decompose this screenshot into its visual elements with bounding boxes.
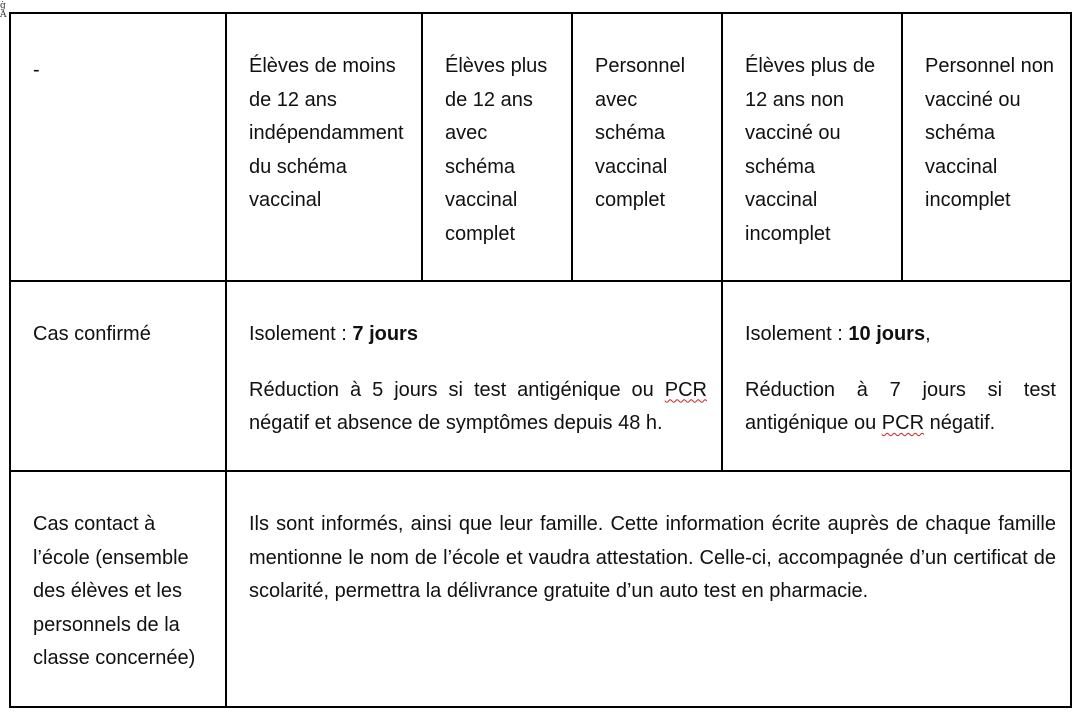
header-cell-students-over-12-unvaccinated (722, 13, 902, 281)
pcr-term: PCR (664, 378, 707, 401)
header-text-students-over-12-unvaccinated: Élèves plus de 12 ans non vacciné ou schéma vaccinal incomplet (745, 55, 876, 245)
reduction-5-days (249, 374, 707, 441)
header-cell-staff-vaccinated (572, 13, 722, 281)
header-cell-staff-unvaccinated (902, 13, 1071, 281)
reduction-7-days (745, 374, 1056, 441)
header-text-staff-unvaccinated: Personnel non vacciné ou schéma vaccinal incomplet (925, 55, 1054, 212)
header-cell-empty (10, 13, 226, 281)
contact-case-text-cell (226, 471, 1071, 707)
isolation-duration-7: 7 jours (352, 323, 418, 345)
reduction-text-end: négatif. (924, 412, 996, 435)
confirmed-case-label-cell (10, 281, 226, 471)
confirmed-case-row (10, 281, 1071, 471)
isolation-prefix: Isolement : (249, 323, 353, 345)
reduction-text-end: négatif et absence de symptômes depuis 48 h. (249, 412, 663, 435)
contact-case-label: Cas contact à l’école (ensemble des élèves et les personnels de la classe concernée) (33, 513, 196, 670)
isolation-7-days (249, 318, 707, 352)
header-cell-students-under-12 (226, 13, 422, 281)
isolation-duration-10: 10 jours (848, 323, 926, 345)
reduction-text-start: Réduction à 5 jours si test antigénique ou (249, 378, 665, 401)
corner-mark-text: ġ A (0, 1, 7, 20)
contact-case-row (10, 471, 1071, 707)
confirmed-case-unvaccinated-cell (722, 281, 1071, 471)
confirmed-case-label: Cas confirmé (33, 323, 151, 345)
header-row (10, 13, 1071, 281)
header-cell-students-over-12-vaccinated (422, 13, 572, 281)
contact-case-text: Ils sont informés, ainsi que leur famille. Cette information écrite auprès de chaque famille mentionne le nom de l’école et vaudra attestation. Celle-ci, accompagnée d’un certificat de scolarité, permettra la délivrance gratuite d’un auto test en pharmacie. (249, 513, 1056, 603)
isolation-rules-table (9, 12, 1072, 708)
header-text-staff-vaccinated: Personnel avec schéma vaccinal complet (595, 55, 686, 212)
isolation-prefix: Isolement : (745, 323, 849, 345)
contact-case-label-cell (10, 471, 226, 707)
isolation-suffix: , (925, 323, 931, 345)
pcr-term: PCR (881, 412, 925, 435)
confirmed-case-vaccinated-cell (226, 281, 722, 471)
reduction-text-start: Réduction à 7 jours si test antigénique ou (745, 378, 1056, 435)
corner-mark (0, 2, 7, 20)
dash-mark: - (33, 59, 40, 81)
header-text-students-over-12-vaccinated: Élèves plus de 12 ans avec schéma vaccinal complet (445, 55, 548, 245)
isolation-10-days (745, 318, 1056, 352)
header-text-students-under-12: Élèves de moins de 12 ans indépendamment du schéma vaccinal (249, 55, 404, 212)
